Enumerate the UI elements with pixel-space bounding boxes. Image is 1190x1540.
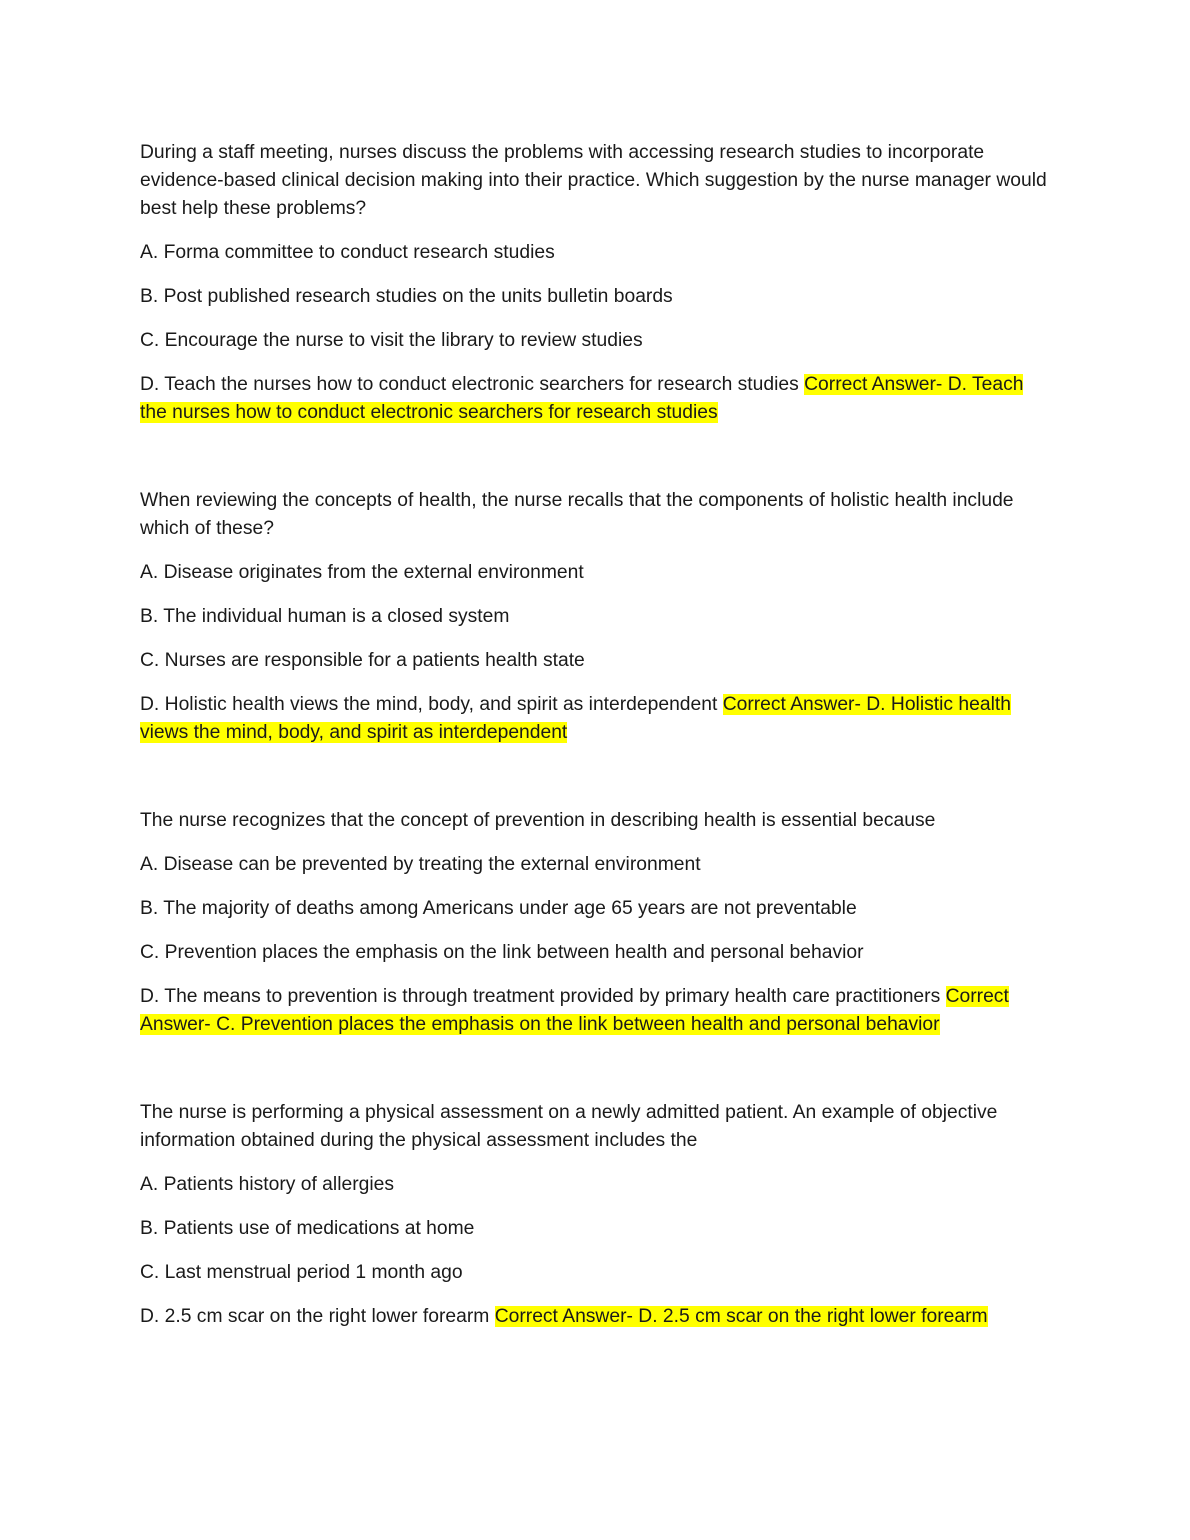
option-b: B. The majority of deaths among Americans under age 65 years are not preventable xyxy=(140,898,857,919)
correct-answer-highlight: Correct Answer- D. 2.5 cm scar on the right lower forearm xyxy=(494,1306,988,1327)
question-stem: The nurse is performing a physical assessment on a newly admitted patient. An example of objective information obtained during the physical assessment includes the xyxy=(140,1102,998,1151)
option-a: A. Disease can be prevented by treating the external environment xyxy=(140,854,701,875)
correct-answer-highlight: Correct Answer- D. Teach the nurses how to conduct electronic searchers for research studies xyxy=(140,374,1024,423)
option-d: D. Teach the nurses how to conduct electronic searchers for research studies xyxy=(140,374,799,395)
question-stem: When reviewing the concepts of health, the nurse recalls that the components of holistic health include which of these? xyxy=(140,490,1014,539)
correct-answer-highlight: Correct Answer- C. Prevention places the emphasis on the link between health and personal behavior xyxy=(140,986,1009,1035)
option-c: C. Prevention places the emphasis on the link between health and personal behavior xyxy=(140,942,864,963)
question-4 xyxy=(140,1099,1050,1331)
option-d-with-answer xyxy=(140,983,1050,1039)
question-stem: The nurse recognizes that the concept of prevention in describing health is essential because xyxy=(140,810,936,831)
option-d: D. 2.5 cm scar on the right lower forearm xyxy=(140,1306,490,1327)
document-body xyxy=(140,139,1050,1331)
question-stem: During a staff meeting, nurses discuss the problems with accessing research studies to incorporate evidence-based clinical decision making into their practice. Which suggestion by the nurse manager would best help these problems? xyxy=(140,142,1047,219)
option-c: C. Nurses are responsible for a patients health state xyxy=(140,650,585,671)
option-b: B. Patients use of medications at home xyxy=(140,1218,475,1239)
option-d-with-answer xyxy=(140,691,1050,747)
option-d: D. Holistic health views the mind, body, and spirit as interdependent xyxy=(140,694,718,715)
question-2 xyxy=(140,487,1050,747)
option-d: D. The means to prevention is through treatment provided by primary health care practitioners xyxy=(140,986,941,1007)
option-c: C. Encourage the nurse to visit the library to review studies xyxy=(140,330,643,351)
option-a: A. Patients history of allergies xyxy=(140,1174,394,1195)
option-b: B. The individual human is a closed system xyxy=(140,606,510,627)
question-1 xyxy=(140,139,1050,427)
option-c: C. Last menstrual period 1 month ago xyxy=(140,1262,463,1283)
option-d-with-answer xyxy=(140,371,1050,427)
question-3 xyxy=(140,807,1050,1039)
option-a: A. Disease originates from the external environment xyxy=(140,562,584,583)
option-a: A. Forma committee to conduct research studies xyxy=(140,242,555,263)
option-d-with-answer xyxy=(140,1303,1050,1331)
correct-answer-highlight: Correct Answer- D. Holistic health views the mind, body, and spirit as interdependent xyxy=(140,694,1011,743)
option-b: B. Post published research studies on the units bulletin boards xyxy=(140,286,673,307)
